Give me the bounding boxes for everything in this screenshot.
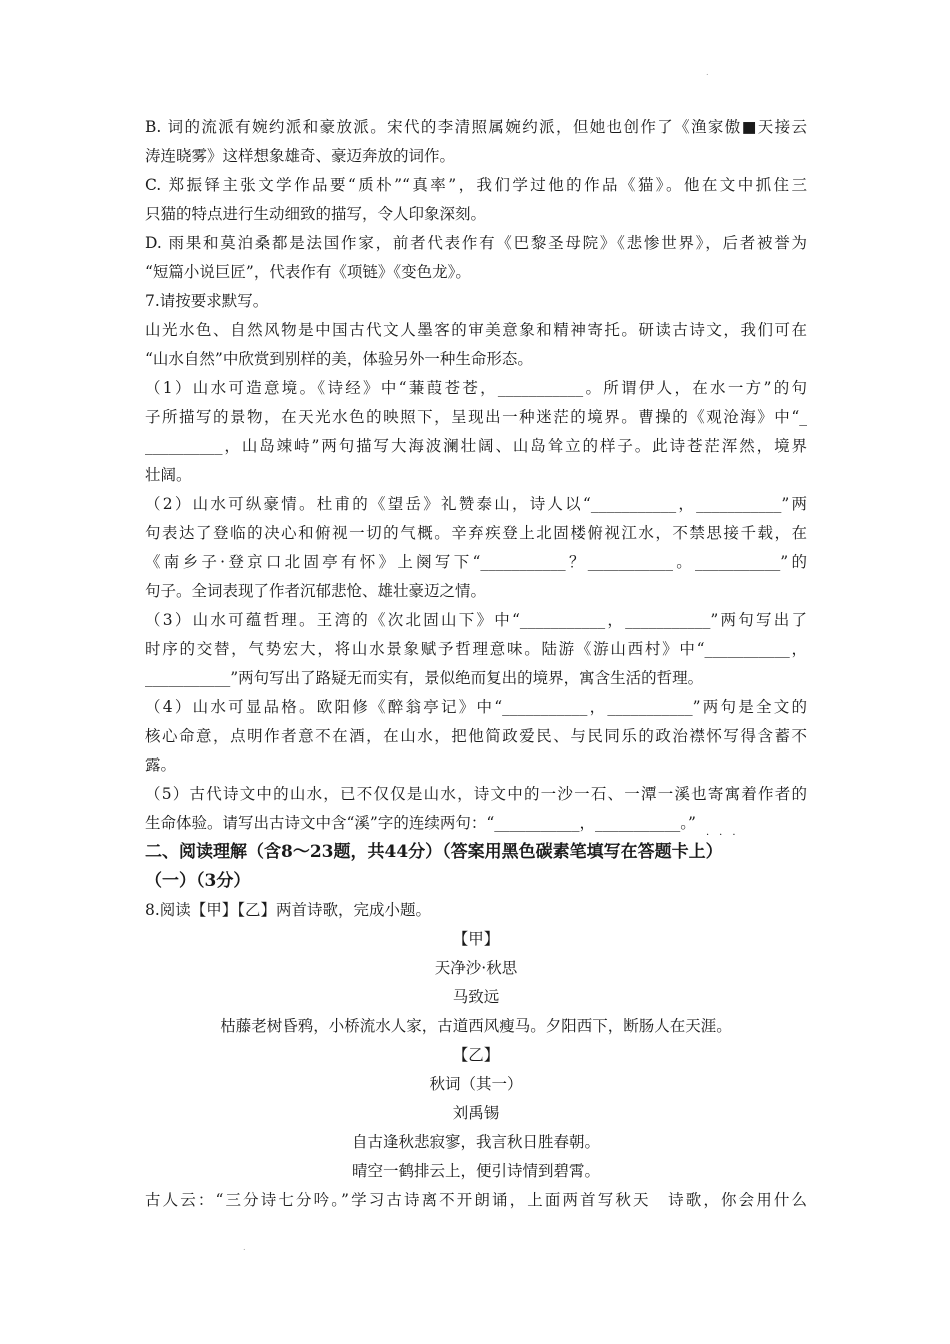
q7-part3-line-3: ___________”两句写出了路疑无而实有，景似绝而复出的境界，寓含生活的哲理。: [145, 669, 704, 687]
q7-part4-line-1: （4）山水可显品格。欧阳修《醉翁亭记》中“___________，___________”两句是全文的: [145, 698, 807, 716]
option-d-line-2: “短篇小说巨匠”，代表作有《项链》《变色龙》。: [145, 263, 471, 281]
poem-jia-author: 马致远: [452, 988, 500, 1006]
q7-part2-line-2: 句表达了登临的决心和俯视一切的气概。辛弃疾登上北固楼俯视江水，不禁思接千载，在: [145, 524, 807, 542]
poem-yi-title: 秋词（其一）: [429, 1075, 523, 1093]
q7-part3-line-2: 时序的交替，气势宏大，将山水景象赋予哲理意味。陆游《游山西村》中“___________，: [145, 640, 807, 658]
document-page: [145, 113, 807, 1215]
emphasis-dots: ···: [706, 830, 746, 841]
page-foot-mark: .: [243, 1243, 246, 1252]
option-b-line-2: 涛连晓雾》这样想象雄奇、豪迈奔放的词作。: [145, 147, 456, 165]
q7-part1-line-4: 壮阔。: [145, 466, 192, 484]
poem-yi-label: 【乙】: [452, 1046, 500, 1064]
q7-part4-line-3: 露。: [145, 756, 177, 774]
q7-part5-line-2: 生命体验。请写出古诗文中含“溪”字的连续两句：“___________，___________。”: [145, 814, 696, 832]
q7-part1-line-2: 子所描写的景物，在天光水色的映照下，呈现出一种迷茫的境界。曹操的《观沧海》中“_: [145, 408, 807, 426]
poem-jia-label: 【甲】: [452, 930, 500, 948]
option-d-line-1: D. 雨果和莫泊桑都是法国作家，前者代表作有《巴黎圣母院》《悲惨世界》，后者被誉为: [145, 234, 807, 252]
poem-jia-title: 天净沙·秋思: [434, 959, 518, 977]
q7-part2-line-3: 《南乡子·登京口北固亭有怀》上阕写下“___________？___________。___________”的: [145, 553, 807, 571]
page-corner-mark: .: [706, 68, 709, 77]
q7-part2-line-4: 句子。全词表现了作者沉郁悲怆、雄壮豪迈之情。: [145, 582, 487, 600]
q7-intro-line-1: 山光水色、自然风物是中国古代文人墨客的审美意象和精神寄托。研读古诗文，我们可在: [145, 321, 807, 339]
option-b-line-1: B. 词的流派有婉约派和豪放派。宋代的李清照属婉约派，但她也创作了《渔家傲■天接云: [145, 118, 807, 136]
option-c-line-2: 只猫的特点进行生动细致的描写，令人印象深刻。: [145, 205, 487, 223]
q7-part3-line-1: （3）山水可蕴哲理。王湾的《次北固山下》中“___________，___________”两句写出了: [145, 611, 807, 629]
question-8-intro: 8.阅读【甲】【乙】两首诗歌，完成小题。: [145, 901, 432, 919]
poem-yi-line-1: 自古逢秋悲寂寥，我言秋日胜春朝。: [351, 1133, 600, 1151]
question-7-title: 7.请按要求默写。: [145, 292, 269, 310]
q7-part1-line-3: __________，山岛竦峙”两句描写大海波澜壮阔、山岛耸立的样子。此诗苍茫浑然，境界: [145, 437, 807, 455]
q7-part5-line-1: （5）古代诗文中的山水，已不仅仅是山水，诗文中的一沙一石、一潭一溪也寄寓着作者的: [145, 785, 807, 803]
section-heading: 二、阅读理解（含8～23题，共44分）（答案用黑色碳素笔填写在答题卡上）: [145, 842, 723, 862]
q7-part1-line-1: （1）山水可造意境。《诗经》中“蒹葭苍苍，___________。所谓伊人，在水一方”的句: [145, 379, 807, 397]
q7-part4-line-2: 核心命意，点明作者意不在酒，在山水，把他简政爱民、与民同乐的政治襟怀写得含蓄不: [145, 727, 807, 745]
poem-yi-author: 刘禹锡: [452, 1104, 500, 1122]
option-c-line-1: C. 郑振铎主张文学作品要“质朴”“真率”，我们学过他的作品《猫》。他在文中抓住三: [145, 176, 807, 194]
poem-yi-line-2: 晴空一鹤排云上，便引诗情到碧霄。: [351, 1162, 600, 1180]
last-line: 古人云：“三分诗七分吟。”学习古诗离不开朗诵，上面两首写秋天 诗歌，你会用什么: [145, 1191, 807, 1209]
q7-part2-line-1: （2）山水可纵豪情。杜甫的《望岳》礼赞泰山，诗人以“___________，___________”两: [145, 495, 807, 513]
poem-jia-text: 枯藤老树昏鸦，小桥流水人家，古道西风瘦马。夕阳西下，断肠人在天涯。: [220, 1017, 732, 1035]
sub-heading: （一）（3分）: [145, 871, 251, 891]
q7-intro-line-2: “山水自然”中欣赏到别样的美，体验另外一种生命形态。: [145, 350, 533, 368]
